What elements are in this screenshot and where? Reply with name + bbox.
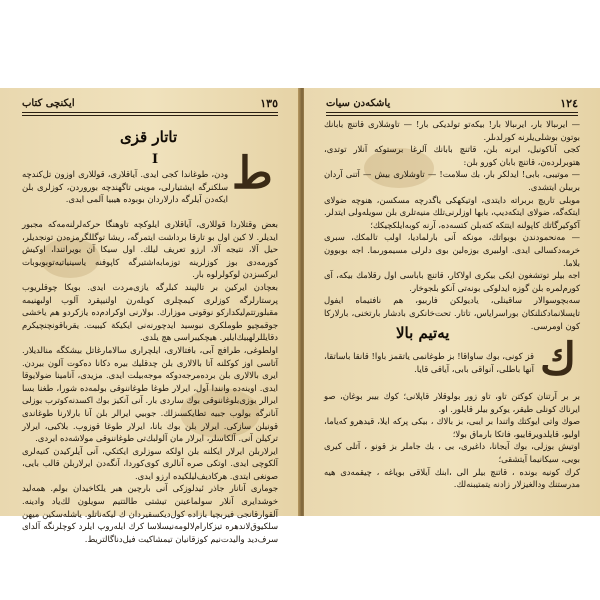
paragraph: بر بر آرتنان كوكتن تاو، تاو زور بولوقلار قاپلانى؛ كوك بيبر بوغان، صو ايرناك كونلى طيقر، يوكرو بيلر قايلور. او. xyxy=(324,391,580,414)
paragraph: بعچادن ايركين بر تالپيند كبلرگه يازى‌مردت ايدى. بويكا چوقلريوب پرستارلرگه كوزلرى كيمچلرى كوبله‌رن اولنيپقرد آلوب اولبهنيمه مقبلورتتم‌ليكداركو نوقونى موزارك. بولارنى اوكرادم‌ده يازكردو هم ياخشى جوقمچيو طوملكرى نبوسيد ايدچورنه‌نى ايكيكة كيبيت. يقرباقونچنچيكرم دقايللرلهبيك‌ايلير. هيچكيبراسى هچ يلدى. xyxy=(22,281,278,343)
body-text xyxy=(22,218,278,544)
paragraph: اوتيش بوزلى، بوك آيجانا، داغيرى، بى ، بك جاملر بز قونو ، آتلى كيرى بويى، سيكانيما آيتشقى؛ xyxy=(324,441,580,464)
paragraph: قز كونى، بوك ساواقا! بز طوغانمى ياتقمز باوا! قانقا باساتقا، آنها باطلى، آنواقى بابى، آياقى قايا. xyxy=(324,351,534,374)
section-title: تاتار قزى xyxy=(120,128,178,146)
paragraph: — ايرىبالا بار، ايرىبالا بار! بيكه‌تو تولديكى بار! — تاوشلارى قاتنچ بابانك بوتون بوشلى‌يلرنه كورلدىلر. xyxy=(324,119,580,142)
paragraph: بعض وقتلاردا قوللارى، آياقلارى ايلوكچه تاوهنگا حرکه‌لرلنه‌مه‌كه مجبور ايديلر. لا كين اول بو تارقا برداشت ايتمرگه، ريشا توگللگرمزه‌دن تونجديلر، حيل آلا، نتيجه آلا، ارزو تعريف ليلك. اول سيكا آن بويراتندا، اوكيش كورمه‌دی بوز كوزلرينه توزمابه‌اشتيرگه كاپوفنه ياسينياتيه‌توبويوبات ايركسزدن لوكولرلوه بار. xyxy=(22,219,278,280)
running-head: ايكنچى كتاب xyxy=(22,97,75,109)
page-number: ١٢٤ xyxy=(560,96,578,110)
right-page xyxy=(304,88,600,516)
page-number: ١٣٥ xyxy=(260,96,278,110)
ornamental-initial-icon: ك xyxy=(540,334,577,385)
ornamental-initial-icon: ط xyxy=(232,148,273,199)
paragraph: صوك واتى ايوكتك واتندا بر ايبى، بز بالاك ، بيكى پركه ايلا، قيدهرو كه‌ياما، اوليو، قايلدويرقاييو، فاتكا بارماق بولا؛ xyxy=(324,416,580,439)
paragraph: سه‌بچوسوالار ساقينلى، ياديولكن فاربيو، هم نافتيماه ايفول تايسلانمادكنلنكان بوراسراياس، تاتار. تحت‌خانكرى بادشار بارتخنى، بارلاركا كون اومرسى. xyxy=(324,295,580,331)
left-page-header xyxy=(22,94,278,112)
header-rule xyxy=(22,112,278,113)
book-spread xyxy=(0,88,600,544)
paragraph: جوماری آنانار جاذر ئيدلوزكى آنى بارچين هبر يلكاخيدان بولم. همه‌ليد خوشدايرى آنلار سولماعينن تيشتى طالتتيم سويلون لك‌ياد وادينه. آلقوارقانجى فيربچيا بازاده كول‌ديكسقيردان ك ليكه‌ناتلو. ياشله‌سكين ميهن سلكيوق‌لاندهره تيزكارام‌لالومه‌نيسلاسا كرك ايله‌روپ ايلرد كوچلرنگه آلداى سرف‌ديد واليدت‌نيم كوزقانيان تيمشاكيت فيل‌دناگالتريط. xyxy=(22,483,278,544)
right-page-header xyxy=(326,94,578,112)
paragraph: — موتيبى، بابى! ايدلكر بار، بك سلامت! — تاوشلارى بيش — آتنى آردان بربيلن ايتشدى. xyxy=(324,169,580,192)
paragraph: ايرلاربلن ايرلار ايكلنه‌ بلن اولكه‌ سوزلرى ايكتكي، آنى آيلركيدن كنيه‌لرى آلكوچى ايدى. اوتكى صره آنالرى كوى‌كوردا، آنگه‌دن ايرلاربلن قالب بايى، صونغى ايتدى. هركاديف‌ليلكيده ارزو ايدى. xyxy=(22,445,278,481)
section-numeral: I xyxy=(152,152,159,167)
running-head: ياشكه‌دن سيات xyxy=(326,97,391,109)
paragraph: اجه بيلر توتشغون ايكى بيكرى اولاكار، قاتنچ باباسى اول رقلامك بيكه، آى كورم‌لمره بلن گوزه‌ ايدلوكى بونه‌تى آنكو بلجوخار. xyxy=(324,270,580,293)
paragraph: ودن، طوغاندا كجى ايدى. آياقلارى، قوللارى اوزون تل‌كندچه سلكنرگه ايشتيارلى، موپنى تاگهندچه بوروردن، كوزلرى بلن ايكه‌دن آيلرگه دارلاردان بوبوده هيبيا آلمى ايدى. xyxy=(22,169,228,205)
section-title: يەتيم بالا xyxy=(396,324,450,342)
paragraph: — مه‌نحمودندن بوبواتك، مونكه‌ آنى بارلماديا، اولب تالمكك، سبرى خرمه‌دكسالى ايدى. اولبيرى بوزه‌لين بوى دلرلى مسيمورىما. اجه بوبوون بلاما. xyxy=(324,232,580,268)
header-rule xyxy=(326,112,578,113)
left-page xyxy=(0,88,300,544)
paragraph: كرك كونيه بونده ، قاتنچ بيلر الى ،ابنك آيلاقى بوياغه ، چيقمه‌دى هيه مدرستنك ودالغيزلار زادنه يتمتيبنه‌لك. xyxy=(324,466,580,490)
paragraph: موبلى تاريچ بربراته‌ دايتدى، اوتيكهكى ياگدرچه مسكسن، هنوچه ضولاى ايتكه‌گه، ضولاى ايتكه‌ديپ، بابها اوزلرنى‌تلك منيه‌تلرى بلن سويله‌ولى ايتدلر. آكوكيرگاتك كاپولنه ايتتكه كته‌بلن كتسه‌ده، آرنه كوبه‌ايلكچيكك؛ xyxy=(324,194,580,230)
paragraph: كجى آناكونيل، ايرنه‌ بلن، قاتنچ بابانك آلرغا برستوكه آنلار توتدى، هتوبرلرده‌ن، قاتنچ بابان كورو بلن: xyxy=(324,144,580,167)
body-text-bottom xyxy=(324,390,580,510)
body-text-top xyxy=(324,118,580,331)
body-text-lead xyxy=(22,168,228,206)
paragraph: اولطوغى، طرافچ آبى، بافتالارى، ايلچرارى سالامارغاتل بيشكگه منالديلار. آتاسى اوز كوكلنه آتا بالالارى بلن چدقليك بيره‌ دكانا ده‌كوت آلون بيردن. ايرى بالالارى بلن برده‌مرجه‌دوكه موجه‌بيلت ايدى. مزيدى، آنامينا ضولايوقا ايدى. اوينه‌ده وانندا آول، ايرلار طوغا طوغاننوقى بولمه‌ده شورا، طغنا بسا ايرالر بوزى‌بلوغاننوقى بوك ساردى بار. آنى آنكيز بوك اكسدنه‌كوترب بوزلى آنانرگه بولوب جبيه تطايكسىزلك. جوبيي ايرالر بلن آنا بارلارنا طوغاندى قونيلن سازكى. ايرلار بلن بوك بانا، ايرلار طوغا قوزوب. بلاكيى، ايرلار تركيلن آنى. آلكاسلر، ايرلار مان آلولبك‌تى طوغاننوقى مولا‌شه‌ده ايردى. xyxy=(22,344,278,444)
body-text-lead xyxy=(324,350,534,375)
